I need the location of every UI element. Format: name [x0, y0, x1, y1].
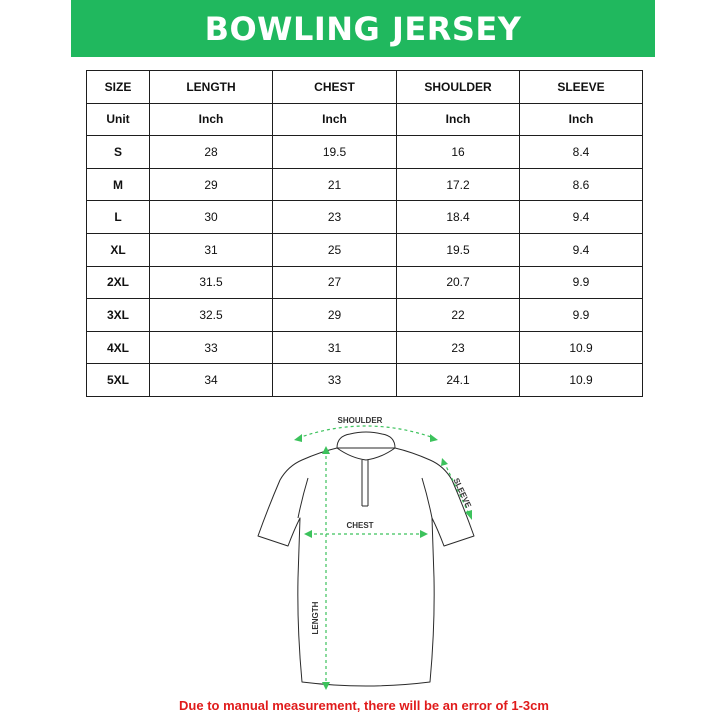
jersey-diagram [250, 408, 482, 698]
unit-label: Unit [87, 103, 150, 136]
cell-length: 29 [150, 168, 273, 201]
cell-sleeve: 8.4 [520, 136, 643, 169]
cell-chest: 21 [273, 168, 397, 201]
cell-chest: 25 [273, 233, 397, 266]
unit-sleeve: Inch [520, 103, 643, 136]
table-row [87, 233, 643, 266]
length-label: LENGTH [311, 601, 320, 635]
cell-sleeve: 9.4 [520, 201, 643, 234]
cell-shoulder: 17.2 [397, 168, 520, 201]
size-chart-table [86, 70, 643, 397]
cell-size: L [87, 201, 150, 234]
cell-chest: 29 [273, 299, 397, 332]
cell-sleeve: 9.9 [520, 299, 643, 332]
chest-label: CHEST [346, 521, 374, 530]
shoulder-label: SHOULDER [337, 416, 383, 425]
cell-size: XL [87, 233, 150, 266]
cell-length: 31 [150, 233, 273, 266]
cell-chest: 31 [273, 331, 397, 364]
sleeve-label: SLEEVE [451, 476, 474, 510]
table-row [87, 136, 643, 169]
cell-length: 32.5 [150, 299, 273, 332]
cell-shoulder: 22 [397, 299, 520, 332]
cell-shoulder: 16 [397, 136, 520, 169]
cell-length: 31.5 [150, 266, 273, 299]
header-length: LENGTH [150, 71, 273, 104]
cell-sleeve: 8.6 [520, 168, 643, 201]
cell-shoulder: 24.1 [397, 364, 520, 397]
cell-size: M [87, 168, 150, 201]
cell-size: S [87, 136, 150, 169]
header-shoulder: SHOULDER [397, 71, 520, 104]
table-row [87, 266, 643, 299]
table-row [87, 364, 643, 397]
unit-chest: Inch [273, 103, 397, 136]
cell-shoulder: 20.7 [397, 266, 520, 299]
jersey-outline [258, 432, 474, 686]
guide-arrowheads [294, 434, 472, 690]
table-row [87, 168, 643, 201]
header-chest: CHEST [273, 71, 397, 104]
table-row [87, 299, 643, 332]
unit-length: Inch [150, 103, 273, 136]
cell-sleeve: 10.9 [520, 331, 643, 364]
unit-row [87, 103, 643, 136]
cell-length: 34 [150, 364, 273, 397]
cell-size: 5XL [87, 364, 150, 397]
unit-shoulder: Inch [397, 103, 520, 136]
page-title: BOWLING JERSEY [204, 9, 522, 48]
cell-length: 33 [150, 331, 273, 364]
cell-chest: 33 [273, 364, 397, 397]
table-row [87, 331, 643, 364]
cell-size: 4XL [87, 331, 150, 364]
title-banner [71, 0, 655, 57]
cell-chest: 23 [273, 201, 397, 234]
measurement-note: Due to manual measurement, there will be an error of 1-3cm [179, 698, 549, 713]
header-sleeve: SLEEVE [520, 71, 643, 104]
cell-shoulder: 18.4 [397, 201, 520, 234]
header-size: SIZE [87, 71, 150, 104]
cell-chest: 27 [273, 266, 397, 299]
header-row [87, 71, 643, 104]
cell-size: 2XL [87, 266, 150, 299]
cell-sleeve: 9.9 [520, 266, 643, 299]
cell-size: 3XL [87, 299, 150, 332]
cell-chest: 19.5 [273, 136, 397, 169]
cell-shoulder: 23 [397, 331, 520, 364]
table-row [87, 201, 643, 234]
cell-sleeve: 10.9 [520, 364, 643, 397]
cell-shoulder: 19.5 [397, 233, 520, 266]
cell-length: 28 [150, 136, 273, 169]
cell-length: 30 [150, 201, 273, 234]
cell-sleeve: 9.4 [520, 233, 643, 266]
